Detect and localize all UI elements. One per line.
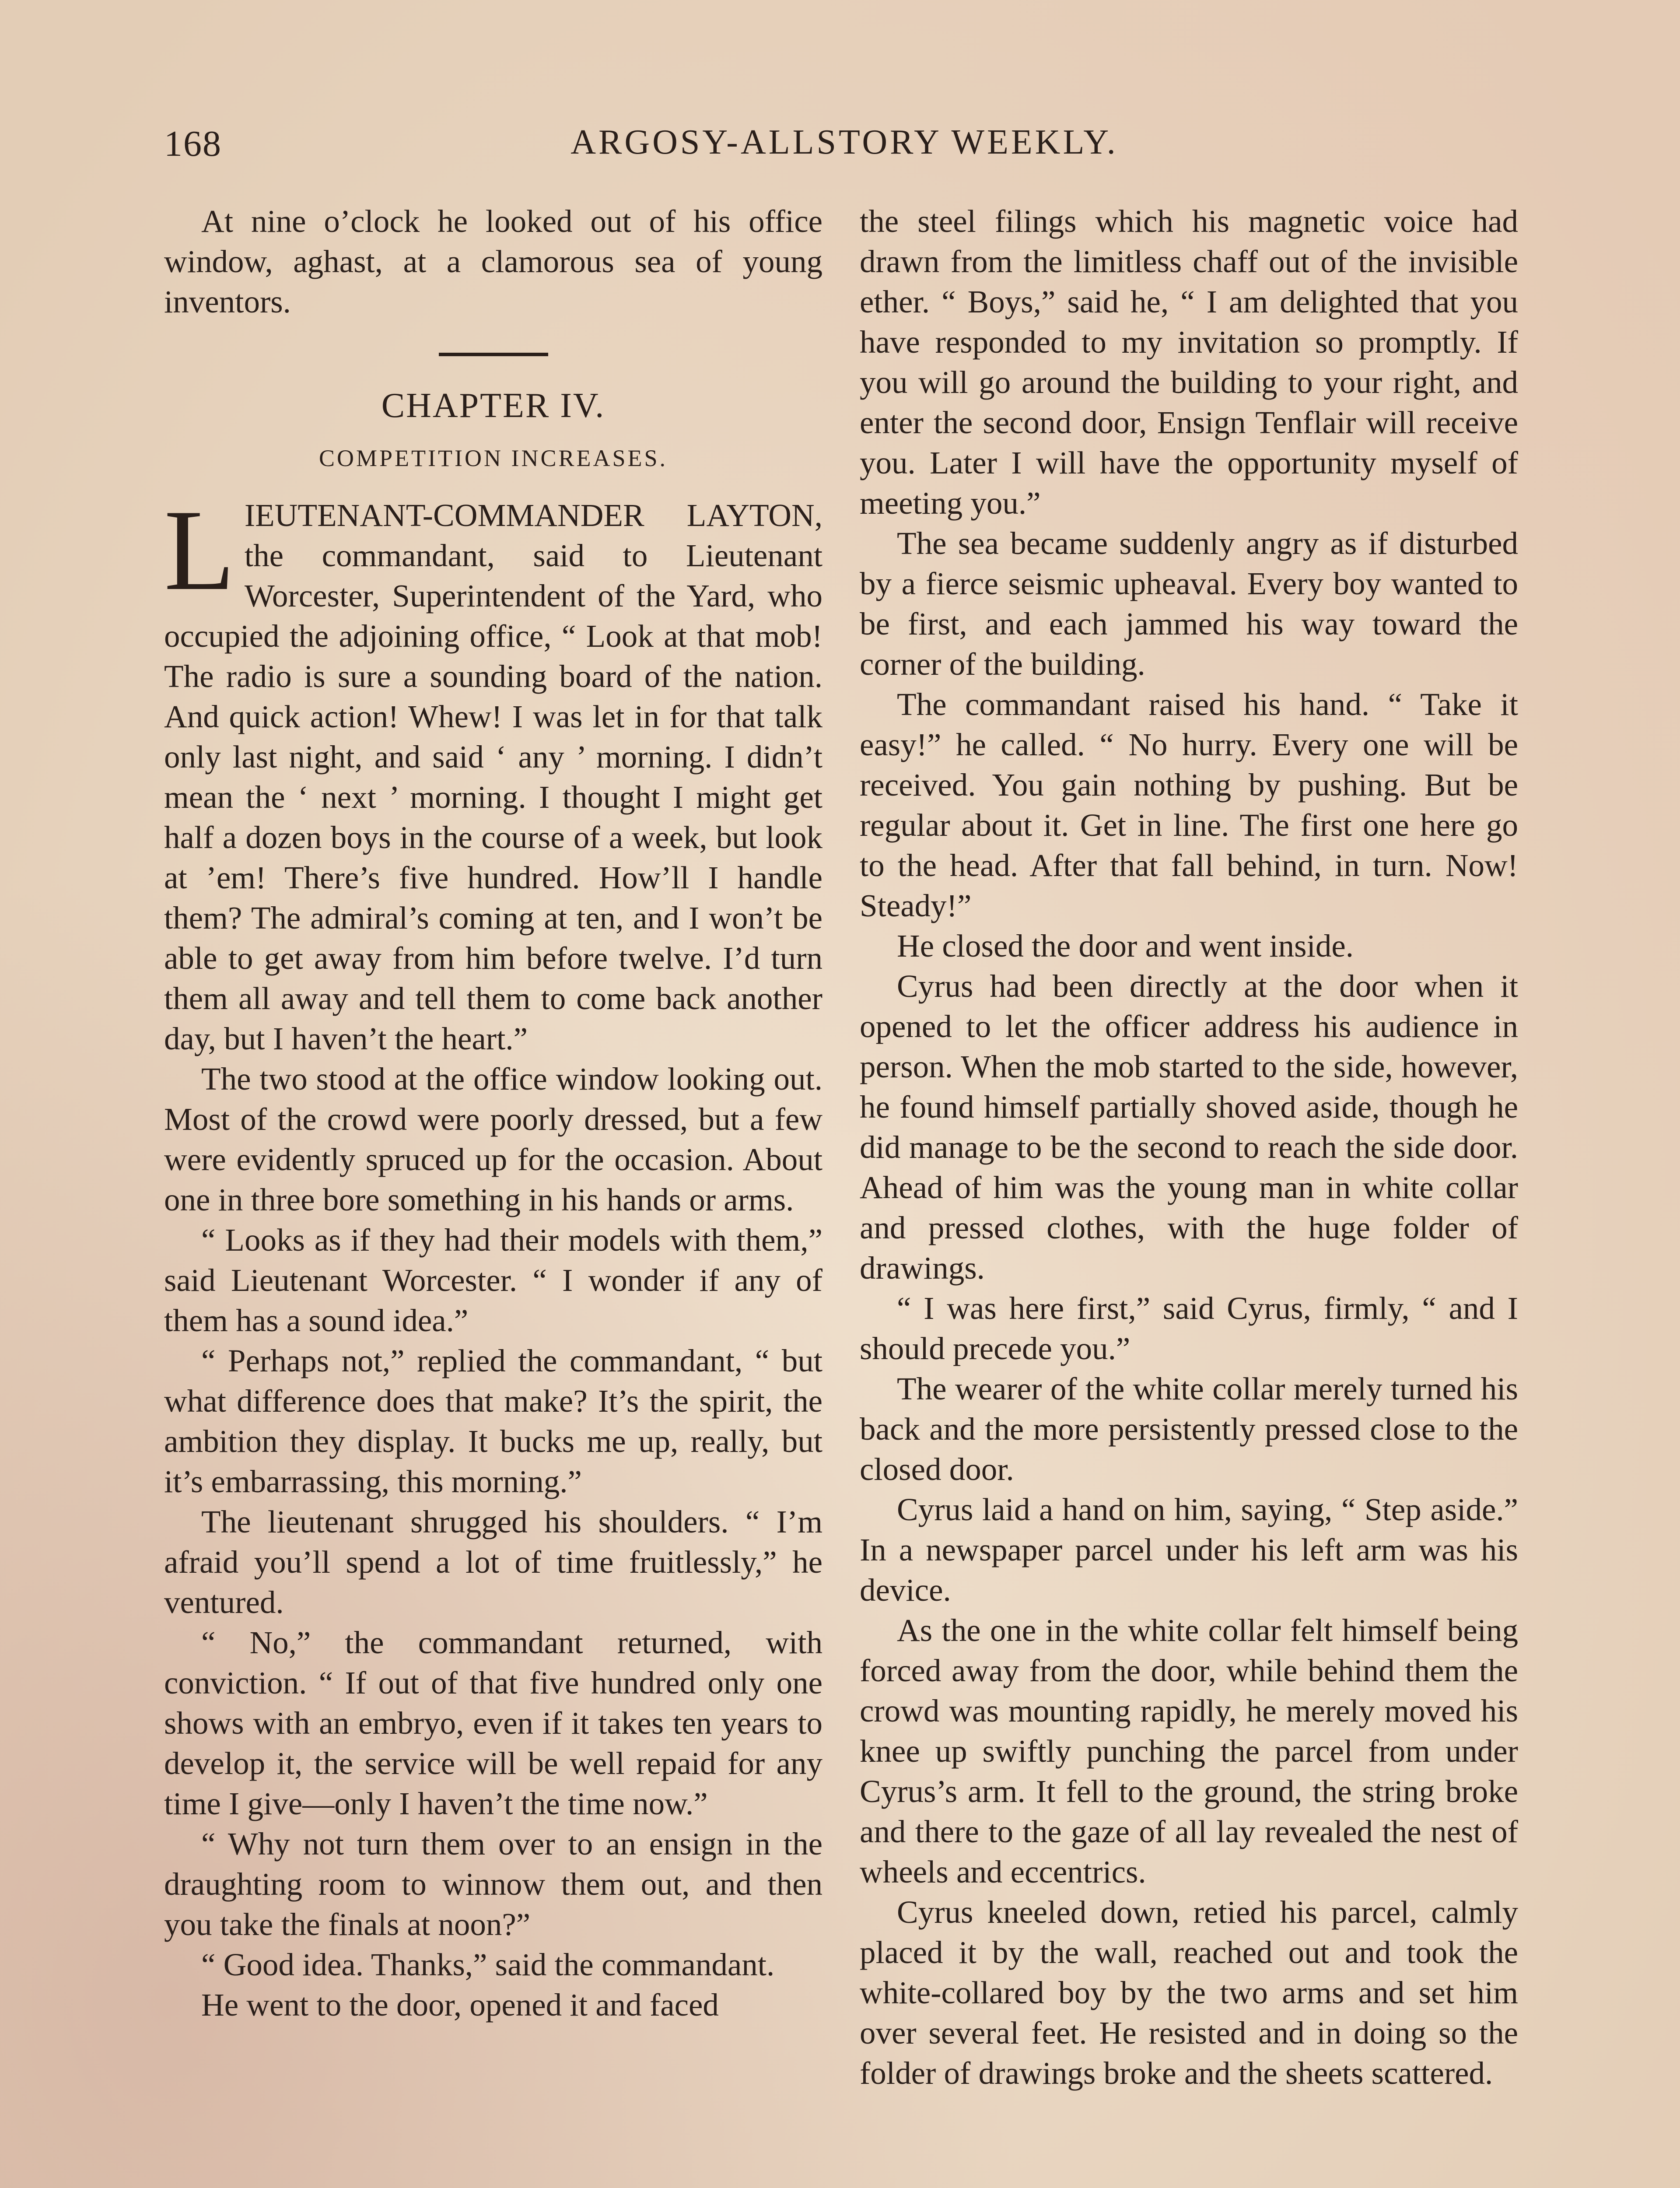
paragraph: “ Why not turn them over to an ensign in the draughting room to winnow them out, and then you take the finals at noon?” <box>164 1826 822 1942</box>
paragraph: “ I was here first,” said Cyrus, firmly, “ and I should precede you.” <box>860 1290 1518 1366</box>
paragraph: The lieutenant shrugged his shoulders. “ I’m afraid you’ll spend a lot of time fruitlessly,” he ventured. <box>164 1504 822 1620</box>
paragraph: “ Perhaps not,” replied the commandant, “ but what difference does that make? It’s the spirit, the ambition they display. It bucks me up, really, but it’s embarrassing, this morning.” <box>164 1343 822 1499</box>
paragraph: The sea became suddenly angry as if disturbed by a fierce seismic upheaval. Every boy wanted to be first, and each jammed his way toward the corner of the building. <box>860 526 1518 682</box>
chapter-subtitle: COMPETITION INCREASES. <box>318 445 668 471</box>
section-divider <box>439 353 548 356</box>
opening-paragraph: At nine o’clock he looked out of his office window, aghast, at a clamorous sea of young inventors. <box>164 203 822 319</box>
paragraph: The wearer of the white collar merely turned his back and the more persistently pressed close to the closed door. <box>860 1371 1518 1487</box>
paragraph: The commandant raised his hand. “ Take it easy!” he called. “ No hurry. Every one will be received. You gain nothing by pushing. But be regular about it. Get in line. The first one here go to the head. After that fall behind, in turn. Now! Steady!” <box>860 687 1518 923</box>
paragraph: Cyrus laid a hand on him, saying, “ Step aside.” In a newspaper parcel under his left arm was his device. <box>860 1492 1518 1608</box>
left-column <box>164 201 822 2025</box>
chapter-first-paragraph <box>164 486 822 1059</box>
paragraph: “ No,” the commandant returned, with conviction. “ If out of that five hundred only one shows with an embryo, even if it takes ten years to develop it, the service will be well repaid for any time I give—only I haven’t the time now.” <box>164 1625 822 1821</box>
right-column <box>860 201 1518 2093</box>
paragraph: As the one in the white collar felt himself being forced away from the door, while behind them the crowd was mounting rapidly, he merely moved his knee up swiftly punching the parcel from under Cyrus’s arm. It fell to the ground, the string broke and there to the gaze of all lay revealed the nest of wheels and eccentrics. <box>860 1613 1518 1890</box>
paragraph: “ Looks as if they had their models with them,” said Lieutenant Worcester. “ I wonder if any of them has a sound idea.” <box>164 1222 822 1338</box>
chapter-title: CHAPTER IV. <box>381 386 606 425</box>
paragraph: Cyrus kneeled down, retied his parcel, calmly placed it by the wall, reached out and took the white-collared boy by the two arms and set him over several feet. He resisted and in doing so the folder of drawings broke and the sheets scattered. <box>860 1894 1518 2091</box>
paragraph: Cyrus had been directly at the door when it opened to let the officer address his audience in person. When the mob started to the side, however, he found himself partially shoved aside, though he did manage to be the second to reach the side door. Ahead of him was the young man in white collar and pressed clothes, with the huge folder of drawings. <box>860 968 1518 1286</box>
running-head: ARGOSY-ALLSTORY WEEKLY. <box>570 123 1118 161</box>
page-header <box>164 123 1525 175</box>
paragraph: He closed the door and went inside. <box>897 928 1354 964</box>
paragraph: The two stood at the office window looking out. Most of the crowd were poorly dressed, but a few were evidently spruced up for the occasion. About one in three bore something in his hands or arms. <box>164 1061 822 1217</box>
paragraph: “ Good idea. Thanks,” said the commandant. <box>201 1947 775 1982</box>
paragraph: He went to the door, opened it and faced <box>201 1987 719 2023</box>
paragraph-text: IEUTENANT-COMMANDER LAYTON, the commandant, said to Lieutenant Worcester, Superintendent of the Yard, who occupied the adjoining office, “ Look at that mob! The radio is sure a sounding board of the nation. And quick action! Whew! I was let in for that talk only last night, and said ‘ any ’ morning. I didn’t mean the ‘ next ’ morning. I thought I might get half a dozen boys in the course of a week, but look at ’em! There’s five hundred. How’ll I handle them? The admiral’s coming at ten, and I won’t be able to get away from him before twelve. I’d turn them all away and tell them to come back another day, but I haven’t the heart.” <box>164 498 822 1056</box>
drop-cap: L <box>164 486 235 614</box>
continued-paragraph: the steel filings which his magnetic voice had drawn from the limitless chaff out of the invisible ether. “ Boys,” said he, “ I am delighted that you have responded to my invitation so promptly. If you will go around the building to your right, and enter the second door, Ensign Tenflair will receive you. Later I will have the opportunity myself of meeting you.” <box>860 203 1518 521</box>
page-number: 168 <box>164 123 222 164</box>
